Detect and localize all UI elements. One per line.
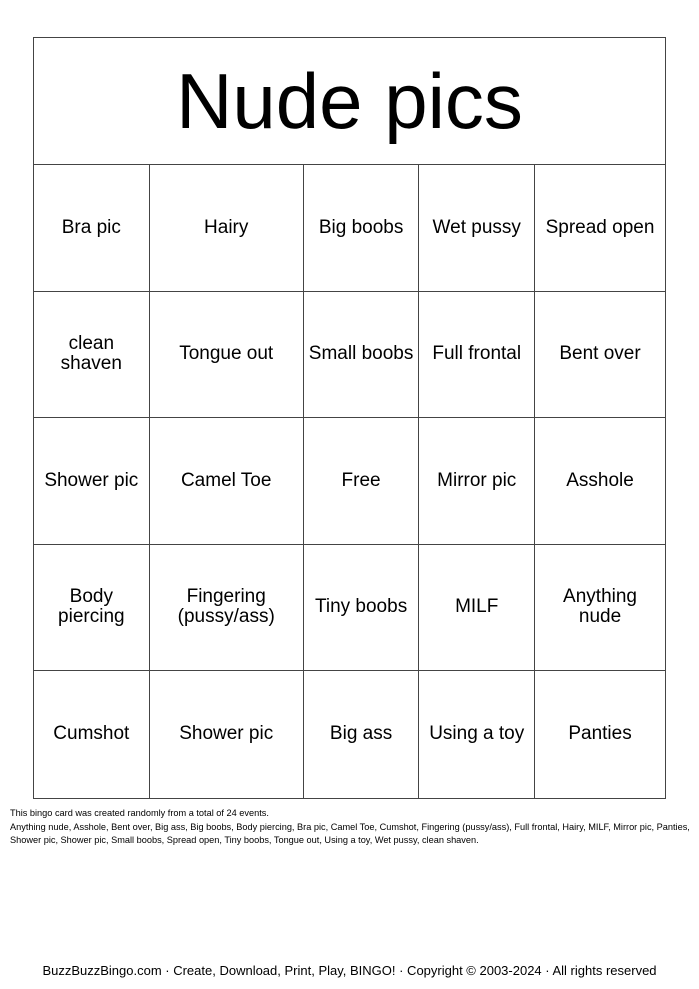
bingo-cell: Cumshot bbox=[34, 671, 150, 798]
bingo-cell: Shower pic bbox=[34, 418, 150, 545]
note-summary: This bingo card was created randomly from a total of 24 events. bbox=[10, 808, 269, 818]
bingo-cell: Spread open bbox=[535, 165, 665, 292]
footer: BuzzBuzzBingo.com · Create, Download, Print, Play, BINGO! · Copyright © 2003-2024 · All rights reserved bbox=[42, 963, 657, 978]
bingo-cell: Small boobs bbox=[304, 292, 420, 419]
bingo-cell: Bra pic bbox=[34, 165, 150, 292]
bingo-cell: Bent over bbox=[535, 292, 665, 419]
bingo-cell: Panties bbox=[568, 723, 632, 745]
bingo-cell: Asshole bbox=[535, 418, 665, 545]
bingo-cell: Hairy bbox=[150, 165, 304, 292]
bingo-cell: Tiny boobs bbox=[304, 545, 420, 672]
bingo-cell: clean shaven bbox=[34, 292, 150, 419]
bingo-cell: Body piercing bbox=[34, 545, 150, 672]
card-note bbox=[10, 807, 695, 848]
bingo-cell: MILF bbox=[419, 545, 535, 672]
bingo-cell: Big boobs bbox=[304, 165, 420, 292]
bingo-cell: Full frontal bbox=[419, 292, 535, 419]
note-event-list: Anything nude, Asshole, Bent over, Big ass, Big boobs, Body piercing, Bra pic, Camel Toe, Cumshot, Fingering (pussy/ass), Full frontal, Hairy, MILF, Mirror pic, Panties, Shower pic, Shower pic, Small boobs, Spread open, Tiny boobs, Tongue out, Using a toy, Wet pussy, clean shaven. bbox=[10, 821, 690, 845]
bingo-cell: Mirror pic bbox=[419, 418, 535, 545]
bingo-cell: Anything nude bbox=[535, 545, 665, 672]
bingo-cell: Camel Toe bbox=[150, 418, 304, 545]
card-title: Nude pics bbox=[34, 38, 665, 165]
bingo-cell: Big ass bbox=[304, 671, 420, 798]
bingo-card bbox=[33, 37, 666, 799]
bingo-cell: Using a toy bbox=[419, 671, 535, 798]
bingo-cell: Tongue out bbox=[150, 292, 304, 419]
bingo-cell: Wet pussy bbox=[419, 165, 535, 292]
bingo-cell: Free bbox=[304, 418, 420, 545]
bingo-cell: Shower pic bbox=[150, 671, 304, 798]
bingo-grid bbox=[34, 165, 665, 798]
bingo-cell: Fingering (pussy/ass) bbox=[150, 545, 304, 672]
